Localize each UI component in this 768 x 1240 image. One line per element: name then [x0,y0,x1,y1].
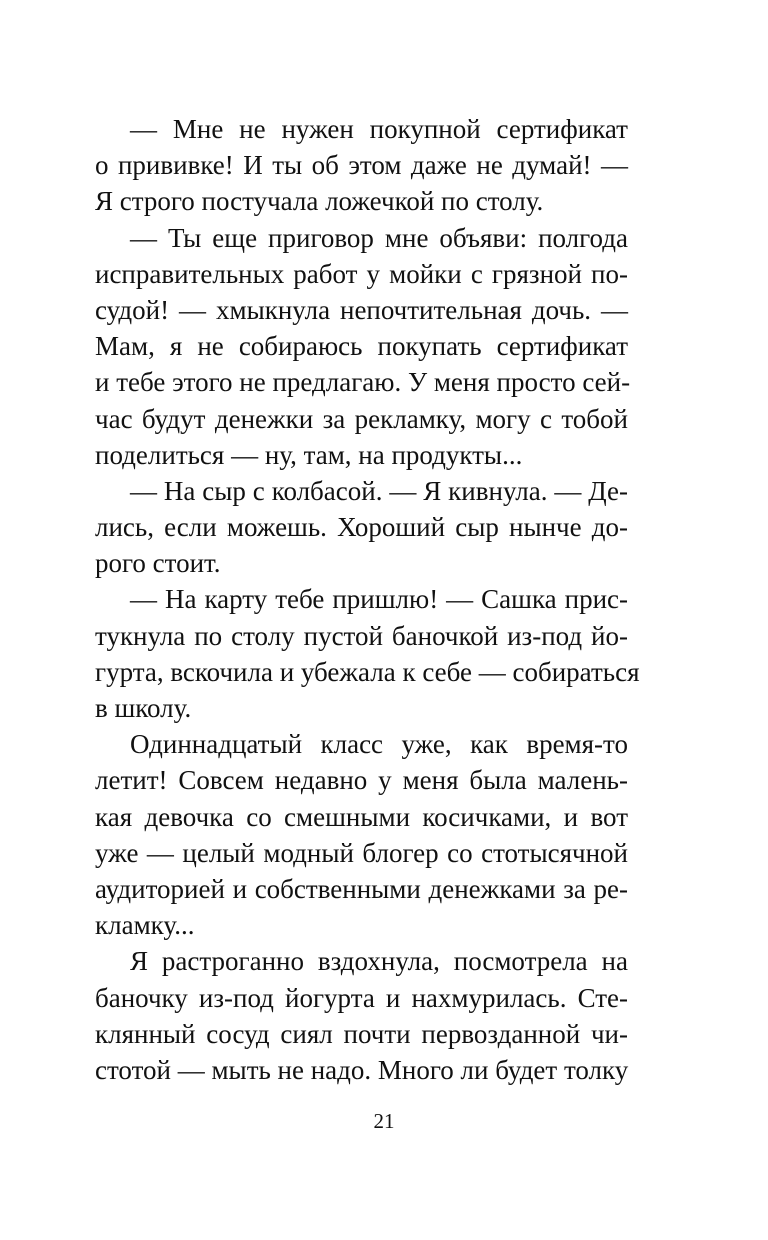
text-line: о прививке! И ты об этом даже не думай! — [95,150,628,181]
text-line: летит! Совсем недавно у меня была малень- [95,765,628,796]
text-line: Одиннадцатый класс уже, как время-то [130,729,628,760]
paragraph [95,473,628,582]
text-line: — На карту тебе пришлю! — Сашка прис- [130,584,628,615]
text-line: баночку из-под йогурта и нахмурилась. Сте- [95,982,628,1013]
text-line: час будут денежки за рекламку, могу с тобой [95,403,628,434]
text-line: рого стоит. [95,548,221,579]
text-line: уже — целый модный блогер со стотысячной [95,837,628,868]
text-line: аудиторией и собственными денежками за ре- [95,873,628,904]
text-line: Мам, я не собираюсь покупать сертификат [95,331,628,362]
text-line: лись, если можешь. Хороший сыр нынче до- [95,512,628,543]
text-line: исправительных работ у мойки с грязной по- [95,258,628,289]
text-line: и тебе этого не предлагаю. У меня просто сей- [95,367,631,398]
text-line: — Мне не нужен покупной сертификат [130,114,628,144]
paragraph [95,726,628,943]
text-line: — Ты еще приговор мне объяви: полгода [130,222,628,253]
text-line: гурта, вскочила и убежала к себе — собираться [95,656,640,687]
text-line: поделиться — ну, там, на продукты... [95,439,523,470]
text-line: стотой — мыть не надо. Много ли будет толку [95,1054,629,1085]
paragraph [95,581,640,726]
text-line: в школу. [95,693,192,723]
paragraph [95,111,628,220]
text-line: кламку... [95,910,195,941]
text-line: тукнула по столу пустой баночкой из-под йо- [95,620,628,651]
text-line: клянный сосуд сиял почти первозданной чи- [95,1018,628,1049]
text-line: Я растроганно вздохнула, посмотрела на [130,946,628,977]
paragraph [95,943,628,1088]
text-line: кая девочка со смешными косичками, и вот [95,801,628,832]
paragraph [95,220,631,473]
text-line: — На сыр с колбасой. — Я кивнула. — Де- [130,475,628,506]
text-line: Я строго постучала ложечкой по столу. [95,186,544,217]
page-number: 21 [373,1109,395,1133]
text-line: судой! — хмыкнула непочтительная дочь. — [95,294,628,325]
book-page-text [95,111,640,1088]
